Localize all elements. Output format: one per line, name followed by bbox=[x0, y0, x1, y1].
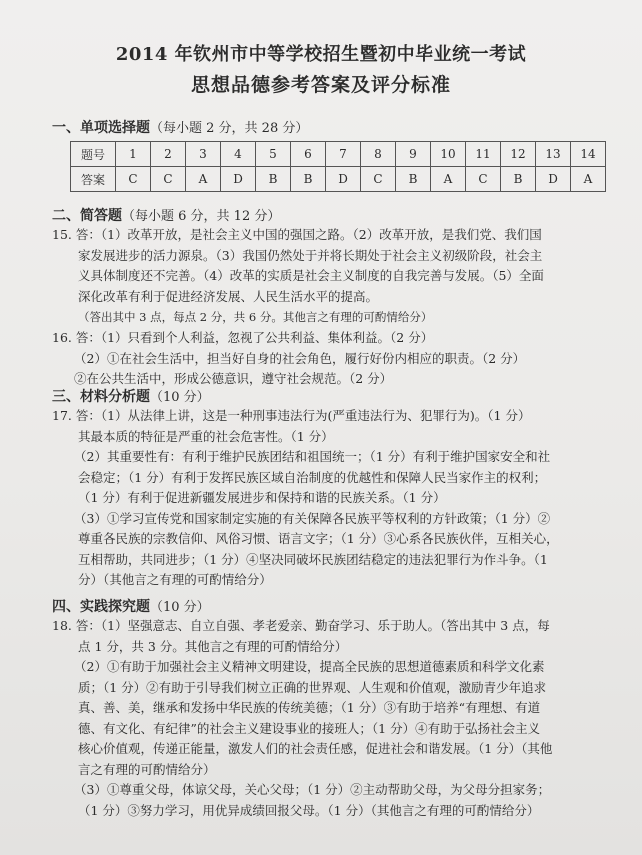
section-3-note: （10 分） bbox=[150, 390, 210, 405]
table-cell: 11 bbox=[466, 142, 501, 167]
section-1-label: 一、单项选择题 bbox=[52, 120, 150, 136]
scoring-note: （答出其中 3 点，每点 2 分，共 6 分。其他言之有理的可酌情给分） bbox=[78, 310, 433, 324]
table-cell: 3 bbox=[186, 142, 221, 167]
text-line: 点 1 分，共 3 分。其他言之有理的可酌情给分） bbox=[78, 638, 348, 654]
text-line: 深化改革有利于促进经济发展、人民生活水平的提高。 bbox=[78, 288, 379, 304]
text-line: 17. 答：（1）从法律上讲，这是一种刑事违法行为(严重违法行为、犯罪行为)。（1 分） bbox=[52, 408, 531, 423]
text-line: 分）（其他言之有理的可酌情给分） bbox=[78, 572, 272, 587]
section-4-heading bbox=[52, 596, 210, 616]
section-3-label: 三、材料分析题 bbox=[52, 389, 150, 405]
table-cell: 13 bbox=[536, 142, 571, 167]
table-cell: 5 bbox=[256, 142, 291, 167]
section-4-label: 四、实践探究题 bbox=[52, 599, 150, 615]
exam-title: 2014 年钦州市中等学校招生暨初中毕业统一考试 bbox=[115, 44, 527, 65]
text-line: 尊重各民族的宗教信仰、风俗习惯、语言文字；（1 分）③心系各民族伙伴，互相关心， bbox=[78, 531, 559, 546]
text-line: 其最本质的特征是严重的社会危害性。（1 分） bbox=[78, 428, 334, 444]
text-line: 德、有文化、有纪律”的社会主义建设事业的接班人；（1 分）④有助于弘扬社会主义 bbox=[78, 720, 541, 736]
table-cell: 8 bbox=[361, 142, 396, 167]
table-cell: 6 bbox=[291, 142, 326, 167]
text-line: （2）其重要性有：有利于维护民族团结和祖国统一；（1 分）有利于维护国家安全和社 bbox=[74, 449, 551, 464]
text-line: （2）①有助于加强社会主义精神文明建设，提高全民族的思想道德素质和科学文化素 bbox=[74, 659, 545, 674]
table-cell: 7 bbox=[326, 142, 361, 167]
table-cell: 2 bbox=[151, 142, 186, 167]
table-cell: C bbox=[116, 167, 151, 192]
table-cell: B bbox=[501, 167, 536, 192]
text-line: 互相帮助，共同进步；（1 分）④坚决同破坏民族团结稳定的违法犯罪行为作斗争。（1 bbox=[78, 551, 548, 567]
row-header-answer: 答案 bbox=[71, 167, 116, 192]
text-line: （2）①在社会生活中，担当好自身的社会角色，履行好份内相应的职责。（2 分） bbox=[74, 350, 526, 366]
question-number-row bbox=[71, 142, 606, 167]
text-line: （1 分）有利于促进新疆发展进步和保持和谐的民族关系。（1 分） bbox=[78, 490, 446, 505]
text-line: 真、善、美，继承和发扬中华民族的传统美德；（1 分）③有助于培养“有理想、有道 bbox=[78, 700, 541, 715]
table-cell: B bbox=[291, 167, 326, 192]
text-line: 15. 答：（1）改革开放，是社会主义中国的强国之路。（2）改革开放，是我们党、我们国 bbox=[52, 227, 542, 242]
table-cell: C bbox=[361, 167, 396, 192]
table-cell: A bbox=[186, 167, 221, 192]
text-line: ②在公共生活中，形成公德意识，遵守社会规范。（2 分） bbox=[74, 371, 393, 386]
table-cell: 1 bbox=[116, 142, 151, 167]
table-cell: C bbox=[151, 167, 186, 192]
text-line: 质；（1 分）②有助于引导我们树立正确的世界观、人生观和价值观，激励青少年追求 bbox=[78, 679, 547, 695]
question-15 bbox=[52, 225, 628, 328]
text-line: 言之有理的可酌情给分） bbox=[78, 761, 216, 777]
question-17 bbox=[52, 406, 628, 591]
section-2-note: （每小题 6 分，共 12 分） bbox=[122, 209, 281, 224]
table-cell: D bbox=[221, 167, 256, 192]
text-line: 会稳定；（1 分）有利于发挥民族区域自治制度的优越性和保障人民当家作主的权利； bbox=[78, 469, 547, 485]
document-subtitle: 思想品德参考答案及评分标准 bbox=[190, 74, 451, 96]
text-line: 核心价值观，传递正能量，激发人们的社会责任感，促进社会和谐发展。（1 分）（其他 bbox=[78, 741, 553, 756]
row-header-number: 题号 bbox=[71, 142, 116, 167]
table-cell: B bbox=[396, 167, 431, 192]
text-line: 16. 答：（1）只看到个人利益，忽视了公共利益、集体利益。（2 分） bbox=[52, 330, 434, 345]
table-cell: 9 bbox=[396, 142, 431, 167]
table-cell: 12 bbox=[501, 142, 536, 167]
table-cell: D bbox=[536, 167, 571, 192]
section-1-note: （每小题 2 分，共 28 分） bbox=[150, 121, 309, 136]
table-cell: C bbox=[466, 167, 501, 192]
question-18 bbox=[52, 616, 628, 821]
text-line: （3）①尊重父母，体谅父母，关心父母；（1 分）②主动帮助父母，为父母分担家务； bbox=[74, 782, 551, 797]
section-2-label: 二、简答题 bbox=[52, 208, 122, 224]
table-cell: 10 bbox=[431, 142, 466, 167]
section-2-heading bbox=[52, 205, 280, 225]
text-line: （3）①学习宣传党和国家制定实施的有关保障各民族平等权利的方针政策；（1 分）② bbox=[74, 510, 551, 526]
section-1-heading bbox=[52, 117, 308, 137]
answer-row bbox=[71, 167, 606, 192]
text-line: 家发展进步的活力源泉。（3）我国仍然处于并将长期处于社会主义初级阶段，社会主 bbox=[78, 247, 543, 263]
section-3-heading bbox=[52, 386, 210, 406]
table-cell: 14 bbox=[571, 142, 606, 167]
text-line: （1 分）③努力学习，用优异成绩回报父母。（1 分）（其他言之有理的可酌情给分） bbox=[78, 802, 540, 818]
table-cell: 4 bbox=[221, 142, 256, 167]
table-cell: B bbox=[256, 167, 291, 192]
answer-table bbox=[70, 141, 606, 192]
section-4-note: （10 分） bbox=[150, 600, 210, 615]
text-line: 18. 答：（1）坚强意志、自立自强、孝老爱亲、勤奋学习、乐于助人。（答出其中 3 点，每 bbox=[52, 618, 550, 633]
table-cell: A bbox=[431, 167, 466, 192]
question-16 bbox=[52, 328, 628, 390]
table-cell: A bbox=[571, 167, 606, 192]
table-cell: D bbox=[326, 167, 361, 192]
text-line: 义具体制度还不完善。（4）改革的实质是社会主义制度的自我完善与发展。（5）全面 bbox=[78, 268, 544, 283]
